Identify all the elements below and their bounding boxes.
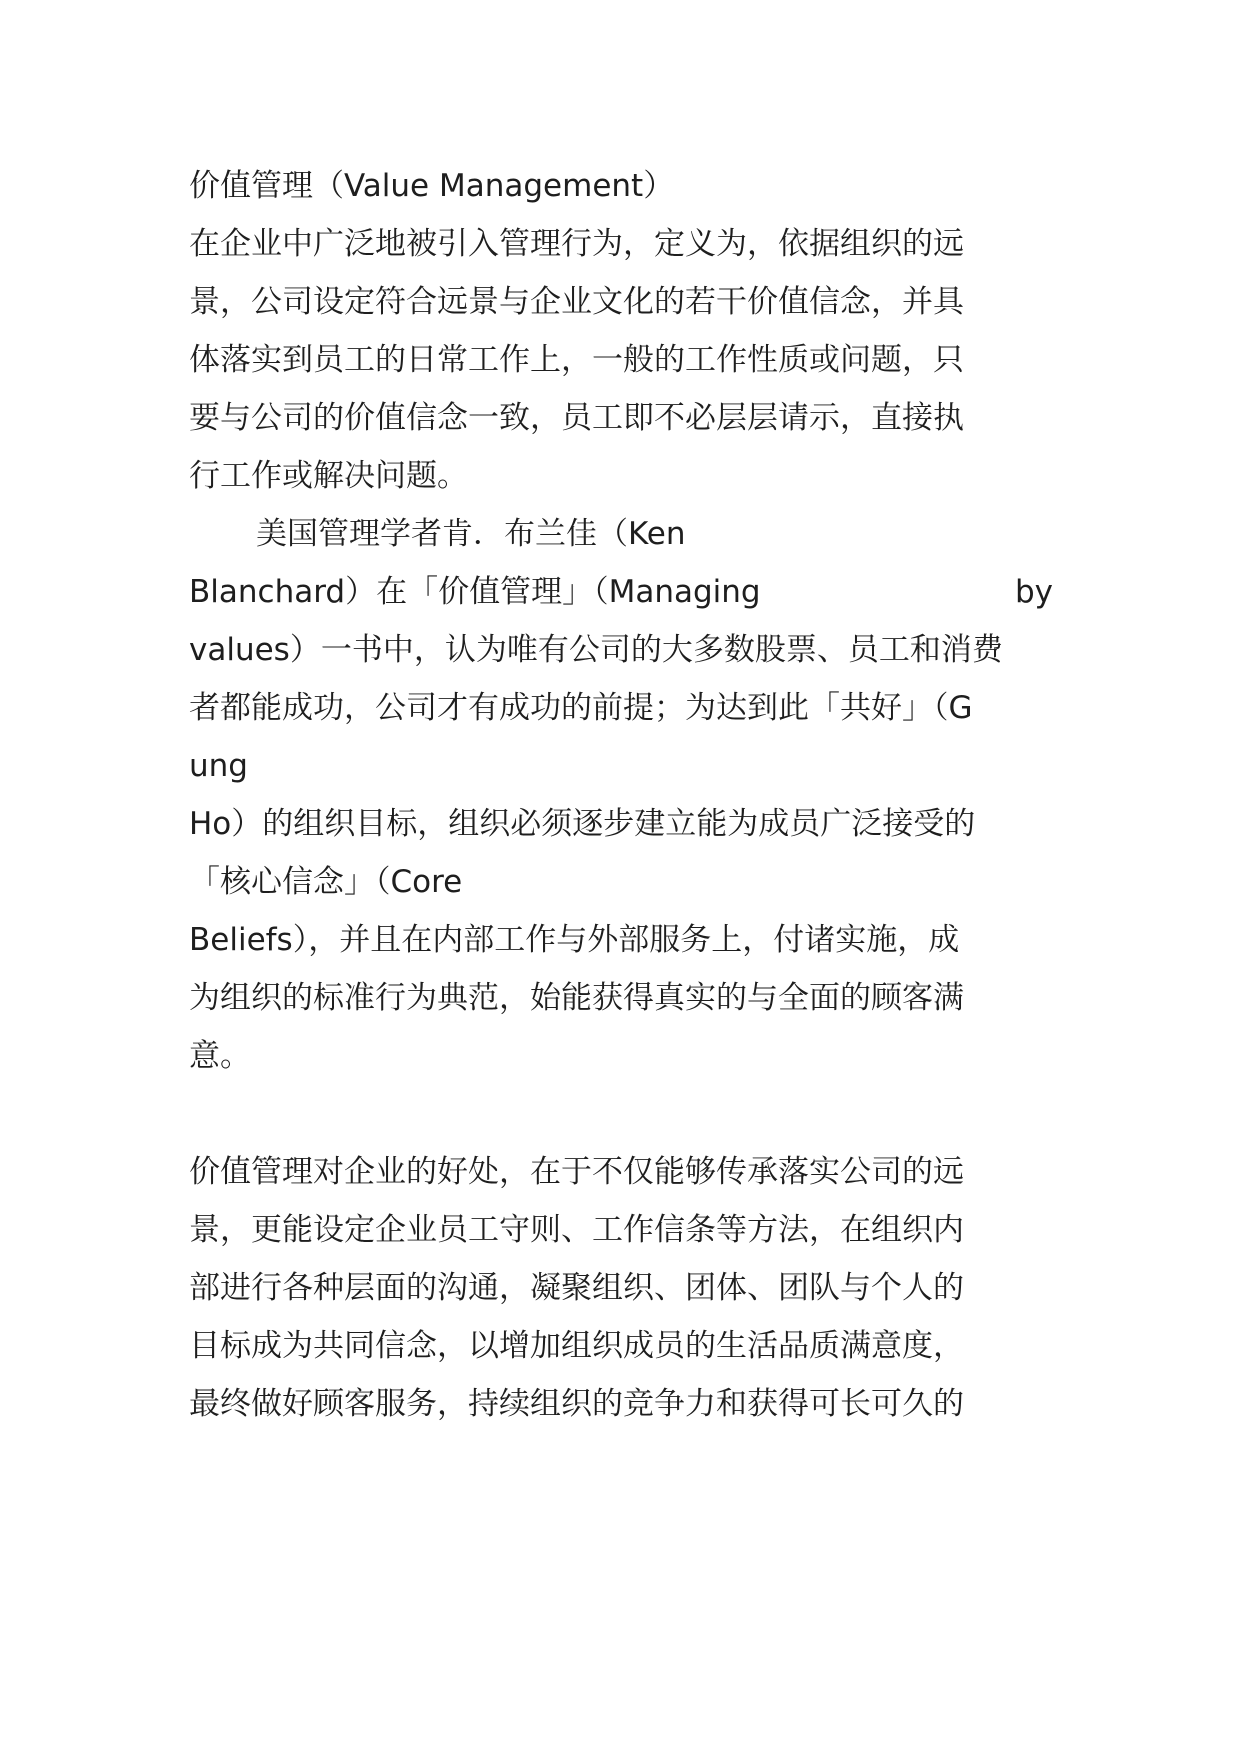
paragraph-line: 为组织的标准行为典范，始能获得真实的与全面的顾客满 xyxy=(189,980,964,1016)
paragraph-line: 意。 xyxy=(189,1038,251,1074)
paragraph-line: values）一书中，认为唯有公司的大多数股票、员工和消费 xyxy=(189,632,1003,668)
paragraph-line: Ho）的组织目标，组织必须逐步建立能为成员广泛接受的 xyxy=(189,806,976,842)
line-left-text: Blanchard）在「价值管理」（Managing xyxy=(189,574,761,610)
paragraph-line-justified xyxy=(189,567,1053,617)
paragraph-line: 行工作或解决问题。 xyxy=(189,458,468,494)
paragraph-line: 目标成为共同信念，以增加组织成员的生活品质满意度， xyxy=(189,1328,964,1364)
paragraph-line: 最终做好顾客服务，持续组织的竞争力和获得可长可久的 xyxy=(189,1386,964,1422)
paragraph-line: 要与公司的价值信念一致，员工即不必层层请示，直接执 xyxy=(189,400,964,436)
paragraph-line: 「核心信念」（Core xyxy=(189,864,463,900)
paragraph-line: 者都能成功，公司才有成功的前提；为达到此「共好」（G xyxy=(189,690,973,726)
paragraph-line: 部进行各种层面的沟通，凝聚组织、团体、团队与个人的 xyxy=(189,1270,964,1306)
document-title: 价值管理（Value Management） xyxy=(189,168,675,204)
paragraph-line: 美国管理学者肯．布兰佳（Ken xyxy=(256,516,686,552)
paragraph-line: Beliefs），并且在内部工作与外部服务上，付诸实施，成 xyxy=(189,922,960,958)
line-right-text: by xyxy=(1014,574,1053,610)
paragraph-line: 景，更能设定企业员工守则、工作信条等方法，在组织内 xyxy=(189,1212,964,1248)
paragraph-line: ung xyxy=(189,748,248,784)
paragraph-line: 在企业中广泛地被引入管理行为，定义为，依据组织的远 xyxy=(189,226,964,262)
paragraph-line: 景，公司设定符合远景与企业文化的若干价值信念，并具 xyxy=(189,284,964,320)
paragraph-line: 体落实到员工的日常工作上，一般的工作性质或问题，只 xyxy=(189,342,964,378)
paragraph-line: 价值管理对企业的好处，在于不仅能够传承落实公司的远 xyxy=(189,1154,964,1190)
